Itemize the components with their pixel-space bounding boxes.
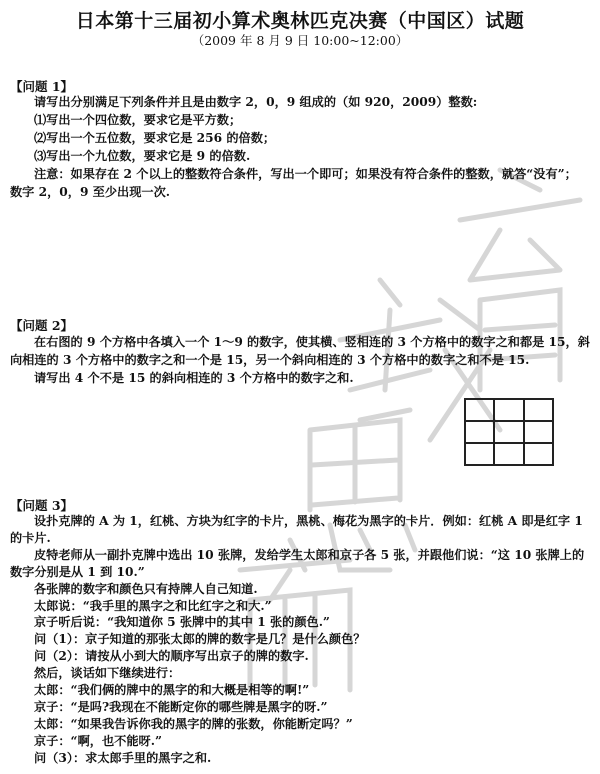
problem2-line: 请写出 4 个不是 15 的斜向相连的 3 个方格中的数字之和. [34,371,354,385]
problem3-line: 问（1）：京子知道的那张太郎的牌的数字是几？是什么颜色？ [34,632,366,647]
problem2-heading: 【问题 2】 [10,318,74,333]
problem3-heading: 【问题 3】 [10,498,74,513]
grid-cell [524,421,553,443]
grid-cell [465,443,494,465]
problem3-line: 京子：“是吗?我现在不能断定你的哪些牌是黑字的呀.” [34,699,328,714]
exam-date: （2009 年 8 月 9 日 10:00~12:00） [191,33,409,48]
grid-cell [465,399,494,421]
problem3-line: 数字分别是从 1 到 10.” [10,564,145,579]
problem1-line: 注意：如果存在 2 个以上的整数符合条件，写出一个即可；如果没有符合条件的整数，就答“没有”； [34,167,577,181]
magic-square-grid [464,398,554,466]
problem3-line: 京子听后说：“我知道你 5 张牌中的其中 1 张的颜色.” [34,615,330,630]
problem3-line: 太郎说：“我手里的黑字之和比红字之和大.” [34,598,272,613]
problem2-line: 向相连的 3 个方格中的数字之和一个是 15，另一个斜向相连的 3 个方格中的数字之和不是 15. [10,353,530,367]
problem3-line: 问（2）：请按从小到大的顺序写出京子的牌的数字. [34,649,309,664]
grid-cell [494,443,523,465]
problem1-line: 请写出分别满足下列条件并且是由数字 2，0，9 组成的（如 920，2009）整数: [34,95,478,109]
problem3-line: 的卡片. [10,530,51,545]
grid-cell [465,421,494,443]
grid-cell [524,399,553,421]
problem1-line: ⑴写出一个四位数，要求它是平方数； [34,113,242,127]
page-title: 日本第十三届初小算术奥林匹克决赛（中国区）试题 [75,10,525,32]
grid-cell [494,399,523,421]
problem3-line: 京子：“啊，也不能呀.” [34,733,162,748]
problem3-line: 太郎：“我们俩的牌中的黑字的和大概是相等的啊!” [34,683,310,697]
grid-cell [524,443,553,465]
grid-cell [494,421,523,443]
problem3-line: 皮特老师从一副扑克牌中选出 10 张牌，发给学生太郎和京子各 5 张，并跟他们说：“这 10 张牌上的 [34,547,585,562]
problem3-line: 太郎：“如果我告诉你我的黑字的牌的张数，你能断定吗？” [34,716,353,731]
problem3-line: 然后，谈话如下继续进行： [34,666,181,681]
problem2-line: 在右图的 9 个方格中各填入一个 1～9 的数字，使其横、竖相连的 3 个方格中的数字之和都是 15，斜 [34,335,590,349]
problem1-line: ⑵写出一个五位数，要求它是 256 的倍数； [34,131,276,145]
problem3-line: 问（3）：求太郎手里的黑字之和. [34,750,212,765]
problem3-line: 各张牌的数字和颜色只有持牌人自己知道. [34,581,258,596]
problem3-line: 设扑克牌的 A 为 1，红桃、方块为红字的卡片，黑桃、梅花为黑字的卡片．例如：红桃 A 即是红字 1 [34,514,583,528]
problem1-line: ⑶写出一个九位数，要求它是 9 的倍数. [34,149,251,163]
problem1-heading: 【问题 1】 [10,79,74,94]
problem1-line: 数字 2，0，9 至少出现一次. [10,185,171,199]
